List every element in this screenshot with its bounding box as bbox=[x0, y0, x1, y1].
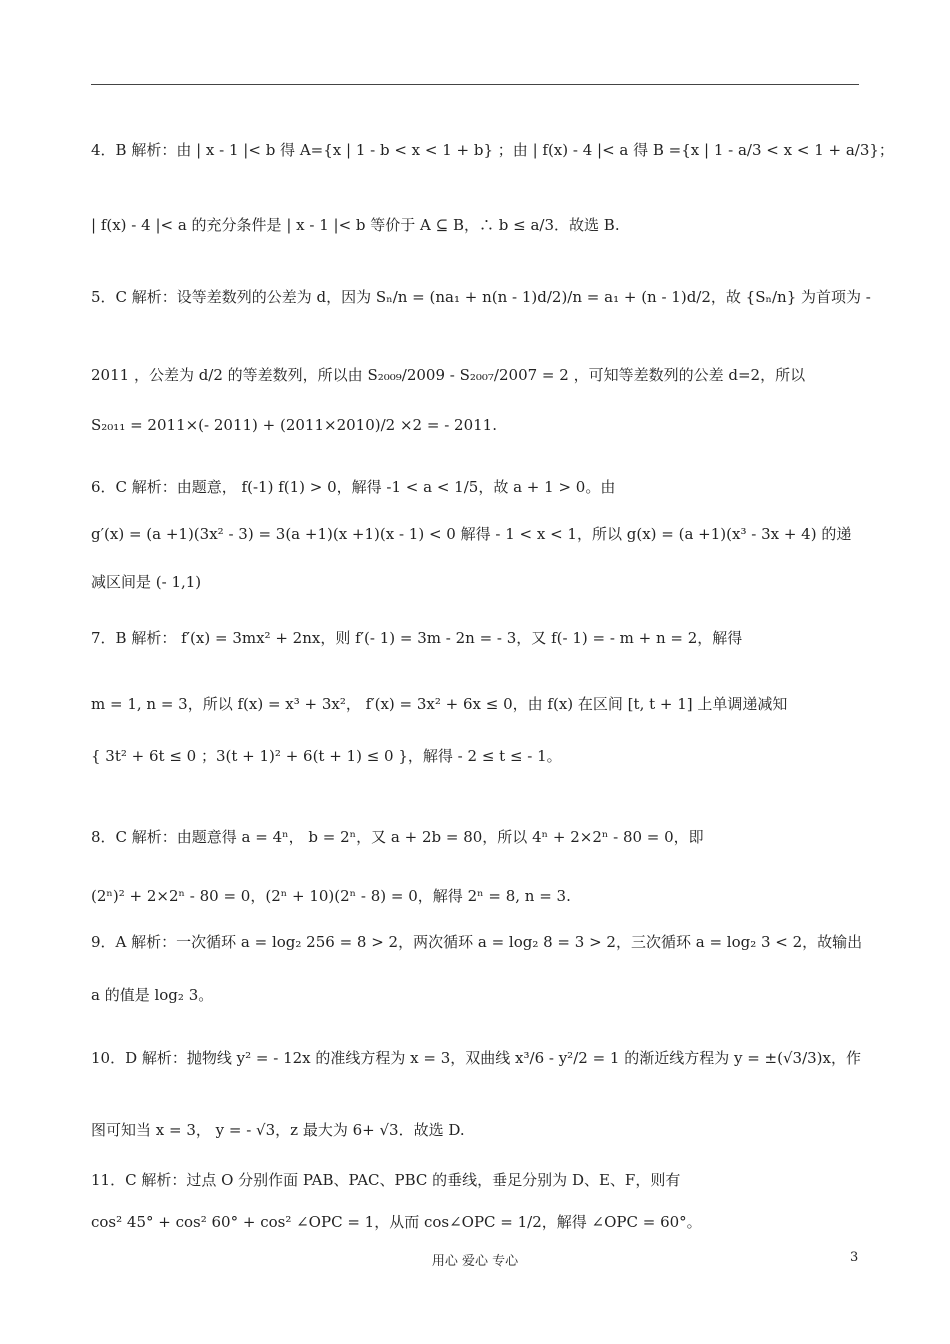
text-line: 5．C 解析：设等差数列的公差为 d，因为 Sₙ/n = (na₁ + n(n - 1)d/2)/n = a₁ + (n - 1)d/2，故 {Sₙ/n} 为首项为 - bbox=[91, 288, 871, 306]
text-line: 9．A 解析：一次循环 a = log₂ 256 = 8 > 2，两次循环 a = log₂ 8 = 3 > 2，三次循环 a = log₂ 3 < 2，故输出 bbox=[91, 933, 863, 951]
text-line: cos² 45° + cos² 60° + cos² ∠OPC = 1，从而 cos∠OPC = 1/2，解得 ∠OPC = 60°。 bbox=[91, 1213, 702, 1231]
text-line: (2ⁿ)² + 2×2ⁿ - 80 = 0，(2ⁿ + 10)(2ⁿ - 8) = 0，解得 2ⁿ = 8, n = 3. bbox=[91, 887, 571, 905]
page-number: 3 bbox=[850, 1250, 859, 1265]
text-line: m = 1, n = 3，所以 f(x) = x³ + 3x²， f′(x) = 3x² + 6x ≤ 0，由 f(x) 在区间 [t, t + 1] 上单调递减知 bbox=[91, 695, 788, 713]
text-line: S₂₀₁₁ = 2011×(- 2011) + (2011×2010)/2 ×2 = - 2011. bbox=[91, 416, 497, 434]
text-line: 2011 ，公差为 d/2 的等差数列，所以由 S₂₀₀₉/2009 - S₂₀₀₇/2007 = 2 ，可知等差数列的公差 d=2，所以 bbox=[91, 366, 806, 384]
text-line: 11．C 解析：过点 O 分别作面 PAB、PAC、PBC 的垂线，垂足分别为 D、E、F，则有 bbox=[91, 1171, 681, 1189]
text-line: { 3t² + 6t ≤ 0 ；3(t + 1)² + 6(t + 1) ≤ 0 }，解得 - 2 ≤ t ≤ - 1。 bbox=[91, 747, 562, 765]
header-rule bbox=[91, 84, 859, 85]
text-line: 7．B 解析： f′(x) = 3mx² + 2nx，则 f′(- 1) = 3m - 2n = - 3，又 f(- 1) = - m + n = 2，解得 bbox=[91, 629, 743, 647]
text-line: 10．D 解析：抛物线 y² = - 12x 的准线方程为 x = 3，双曲线 x³/6 - y²/2 = 1 的渐近线方程为 y = ±(√3/3)x，作 bbox=[91, 1049, 861, 1067]
text-line: 图可知当 x = 3， y = - √3，z 最大为 6+ √3．故选 D. bbox=[91, 1121, 465, 1139]
text-line: g′(x) = (a +1)(3x² - 3) = 3(a +1)(x +1)(x - 1) < 0 解得 - 1 < x < 1，所以 g(x) = (a +1)(x³ - 3x + 4) 的递 bbox=[91, 525, 852, 543]
text-line: | f(x) - 4 |< a 的充分条件是 | x - 1 |< b 等价于 A ⊆ B，∴ b ≤ a/3．故选 B. bbox=[91, 216, 620, 234]
text-line: 8．C 解析：由题意得 a = 4ⁿ， b = 2ⁿ，又 a + 2b = 80，所以 4ⁿ + 2×2ⁿ - 80 = 0，即 bbox=[91, 828, 704, 846]
footer-slogan: 用心 爱心 专心 bbox=[431, 1254, 519, 1269]
text-line: 6．C 解析：由题意， f(-1) f(1) > 0，解得 -1 < a < 1/5，故 a + 1 > 0。由 bbox=[91, 478, 616, 496]
text-line: 4．B 解析：由 | x - 1 |< b 得 A={x | 1 - b < x < 1 + b} ；由 | f(x) - 4 |< a 得 B ={x | 1 - a/3 < x < 1 + a/3}； bbox=[91, 141, 894, 159]
text-line: a 的值是 log₂ 3。 bbox=[91, 986, 214, 1004]
text-line: 减区间是 (- 1,1) bbox=[91, 573, 202, 591]
